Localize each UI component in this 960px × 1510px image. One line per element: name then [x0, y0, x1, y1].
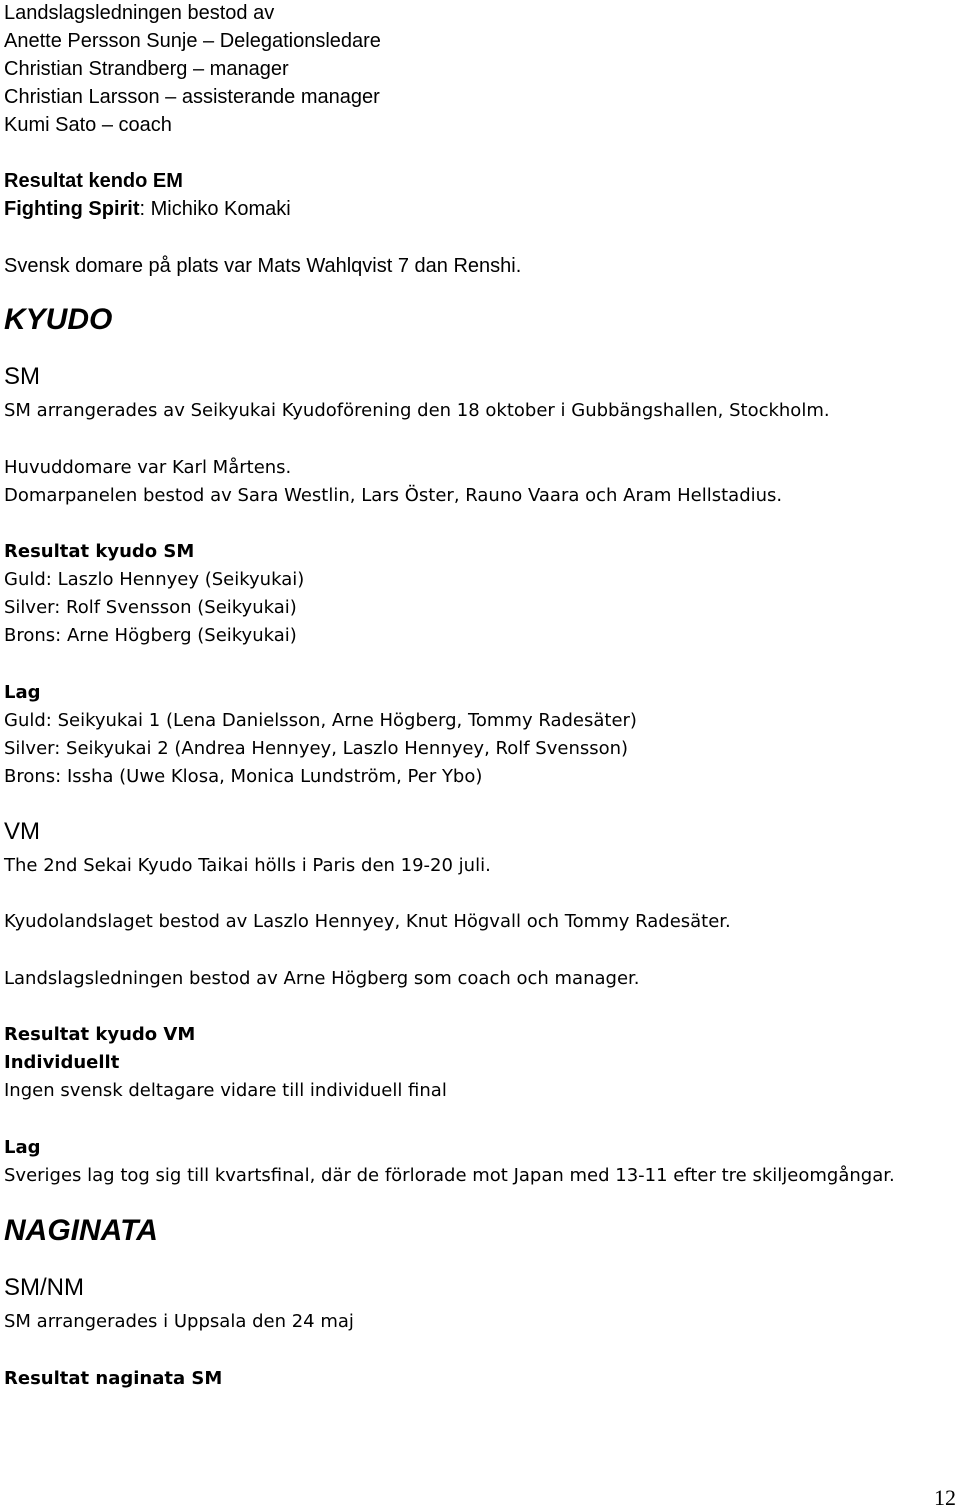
kyudo-vm-results-title: Resultat kyudo VM	[4, 1024, 196, 1045]
kyudo-sm-heading: SM	[4, 363, 40, 390]
page-number: 12	[934, 1485, 956, 1510]
naginata-sm-nm-heading: SM/NM	[4, 1274, 84, 1301]
naginata-sm-arranged: SM arrangerades i Uppsala den 24 maj	[4, 1311, 354, 1332]
fighting-spirit-label: Fighting Spirit	[4, 198, 140, 220]
fighting-spirit-value: : Michiko Komaki	[139, 198, 291, 220]
kyudo-heading: KYUDO	[4, 303, 113, 336]
leadership-member: Christian Larsson – assisterande manager	[4, 86, 380, 108]
leadership-member: Kumi Sato – coach	[4, 114, 172, 136]
kyudo-sm-results-title: Resultat kyudo SM	[4, 541, 195, 562]
kyudo-sm-result-bronze: Brons: Arne Högberg (Seikyukai)	[4, 625, 297, 646]
kendo-em-results-title: Resultat kendo EM	[4, 170, 183, 192]
leadership-heading: Landslagsledningen bestod av	[4, 2, 275, 24]
kyudo-vm-team-title: Lag	[4, 1137, 41, 1158]
kyudo-vm-heading: VM	[4, 818, 40, 845]
kyudo-vm-event: The 2nd Sekai Kyudo Taikai hölls i Paris den 19-20 juli.	[4, 855, 491, 876]
naginata-heading: NAGINATA	[4, 1214, 158, 1247]
fighting-spirit-line	[4, 199, 291, 219]
kyudo-vm-leadership: Landslagsledningen bestod av Arne Högberg som coach och manager.	[4, 968, 640, 989]
leadership-member: Anette Persson Sunje – Delegationsledare	[4, 30, 381, 52]
kyudo-sm-team-bronze: Brons: Issha (Uwe Klosa, Monica Lundström, Per Ybo)	[4, 766, 483, 787]
kyudo-vm-team-members: Kyudolandslaget bestod av Laszlo Hennyey, Knut Högvall och Tommy Radesäter.	[4, 911, 731, 932]
kyudo-sm-team-silver: Silver: Seikyukai 2 (Andrea Hennyey, Laszlo Hennyey, Rolf Svensson)	[4, 738, 629, 759]
kyudo-judge-panel: Domarpanelen bestod av Sara Westlin, Lars Öster, Rauno Vaara och Aram Hellstadius.	[4, 485, 783, 506]
kyudo-sm-result-silver: Silver: Rolf Svensson (Seikyukai)	[4, 597, 297, 618]
kyudo-head-judge: Huvuddomare var Karl Mårtens.	[4, 457, 292, 478]
kyudo-sm-arranged: SM arrangerades av Seikyukai Kyudoförening den 18 oktober i Gubbängshallen, Stockholm.	[4, 400, 830, 421]
leadership-member: Christian Strandberg – manager	[4, 58, 289, 80]
kendo-referee-text: Svensk domare på plats var Mats Wahlqvist 7 dan Renshi.	[4, 255, 522, 277]
naginata-sm-results-title: Resultat naginata SM	[4, 1368, 223, 1389]
kyudo-sm-team-title: Lag	[4, 682, 41, 703]
kyudo-sm-team-gold: Guld: Seikyukai 1 (Lena Danielsson, Arne Högberg, Tommy Radesäter)	[4, 710, 637, 731]
kyudo-vm-individual-title: Individuellt	[4, 1052, 120, 1073]
kyudo-sm-result-gold: Guld: Laszlo Hennyey (Seikyukai)	[4, 569, 305, 590]
kyudo-vm-team-result: Sveriges lag tog sig till kvartsfinal, där de förlorade mot Japan med 13-11 efter tre skiljeomgångar.	[4, 1165, 895, 1186]
kyudo-vm-individual-result: Ingen svensk deltagare vidare till individuell final	[4, 1080, 447, 1101]
